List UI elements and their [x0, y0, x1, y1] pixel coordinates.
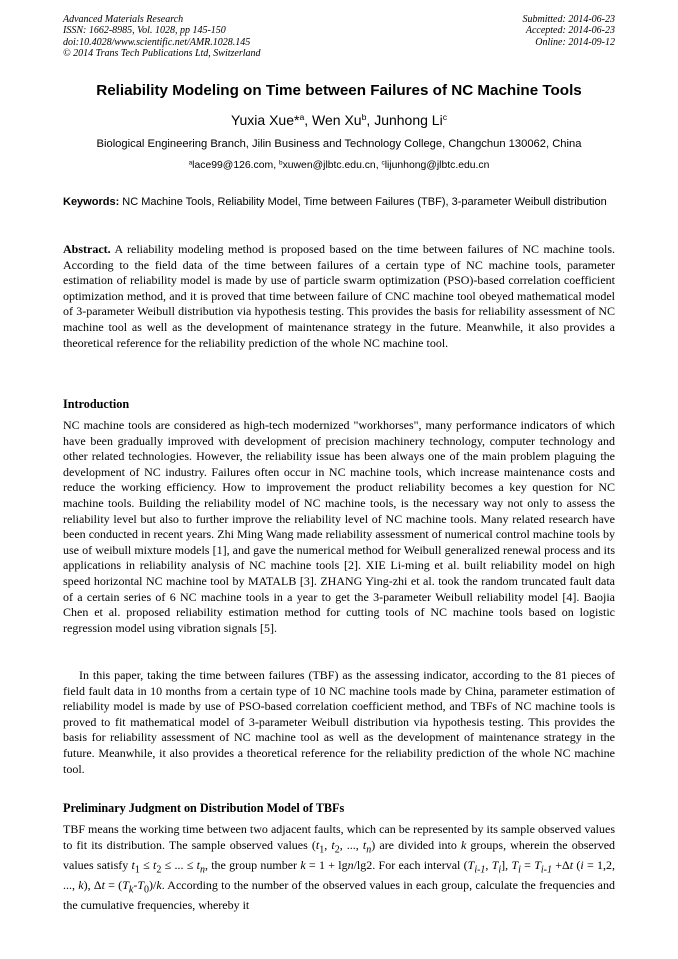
author-affil-mark: c [442, 112, 448, 123]
intro-paragraph-2: In this paper, taking the time between failures (TBF) as the assessing indicator, according to the 81 pieces of field fault data in 10 months from a certain type of 10 NC machine tools made by China, parameter estimation of reliability model is made by use of PSO-based correlation coefficient method, and TBFs of NC machine tools is proved to fit mathematical model of 3-parameter Weibull distribution via hypothesis testing. This provides the basis for reliability assessment of NC machine tool as well as the development of maintenance strategy in the future. Meanwhile, it also provides a theoretical reference for the reliability prediction of the whole NC machine tool. [63, 668, 615, 776]
author-affil-mark: a [299, 112, 305, 123]
math-var: k [156, 877, 162, 892]
math-var: T [511, 857, 519, 872]
text-run: = 1 + lg [305, 857, 348, 872]
math-var: t [362, 837, 367, 852]
text-run: = [520, 857, 535, 872]
text-run: , the group number [204, 857, 301, 872]
math-op: ≤ ... ≤ [161, 857, 197, 872]
paper-title: Reliability Modeling on Time between Failures of NC Machine Tools [96, 82, 582, 99]
math-var: t [131, 857, 135, 872]
math-sub: i [518, 863, 521, 875]
math-sub: 1 [319, 843, 325, 855]
online-date: Online: 2014-09-12 [535, 36, 615, 48]
keywords-text: NC Machine Tools, Reliability Model, Time between Failures (TBF), 3-parameter Weibull distribution [119, 196, 607, 208]
author-name: Yuxia Xue* [230, 112, 300, 128]
math-var: t [101, 877, 105, 892]
submitted-date: Submitted: 2014-06-23 [522, 14, 615, 25]
abstract-label: Abstract. [63, 242, 111, 256]
keywords [63, 195, 615, 210]
author-affil-mark: b [361, 112, 367, 123]
math-sub: i [498, 863, 502, 875]
journal-name: Advanced Materials Research [63, 14, 184, 25]
math-sub: i-1 [540, 863, 553, 875]
math-sub: n [199, 863, 205, 875]
email-link: lace99@126.com, [192, 160, 279, 171]
math-sub: n [366, 843, 372, 855]
email-link: lijunhong@jlbtc.edu.cn [384, 160, 490, 171]
math-var: T [534, 857, 541, 872]
math-var: t [153, 857, 157, 872]
email-mark: b [278, 159, 283, 167]
text-run: , [324, 837, 332, 852]
math-var: k [78, 877, 84, 892]
text-run: TBF means the working time between two adjacent faults, which can be represented by its sample observed values to fit its distribution. The sample observed values ( [63, 822, 615, 852]
section-heading-introduction: Introduction [63, 397, 130, 411]
keywords-label: Keywords: [63, 196, 120, 208]
math-var: n [347, 857, 354, 872]
math-sub: i-1 [474, 863, 486, 875]
intro-paragraph-1: NC machine tools are considered as high-tech modernized "workhorses", many performance indicators of which have been gradually improved with development of precision machinery technology, computer technology and other related technologies. However, the reliability issue has been always one of the main problem plaguing the development of NC industry. Failures often occur in NC machine tools, which increase maintenance costs and reduce the working efficiency. How to improvement the product reliability becomes a key question for NC machine tools. Building the reliability model of NC machine tools, is the necessary way not only to assess the reliability level but also to further improve the reliability level of NC machine tools. Many related research have been conducted in recent years. Zhi Ming Wang made reliability assessment of numerical control machine tools by use of weibull mixture models [1], and gave the numerical method for Weibull generalized renewal process and its applications in reliability analysis of NC machine tools [2]. XIE Li-ming et al. built reliability model on high speed horizontal NC machine tool by MATALB [3]. ZHANG Ying-zhi et al. took the random truncated fault data of a certain series of 6 NC machine tools in a year to get the 3-parameter Weibull reliability model [4]. Baojia Chen et al. proposed reliability estimation method for cutting tools of NC machine tools based on logistic regression model using vibration signals [5]. [63, 418, 615, 635]
email-mark: a [188, 159, 193, 167]
email-mark: c [381, 159, 385, 167]
text-run: )/ [149, 877, 157, 892]
author-name: Junhong Li [374, 112, 443, 128]
text-run: . According to the number of the observed values in each group, calculate the frequencies and the cumulative frequencies, whereby it [63, 877, 616, 912]
text-run: = ( [104, 877, 123, 892]
copyright-line: © 2014 Trans Tech Publications Ltd, Switzerland [63, 47, 261, 59]
text-run: ), Δ [83, 877, 102, 892]
math-var: i [580, 857, 584, 872]
text-run: = 1,2, ..., [63, 857, 616, 892]
math-var: T [122, 877, 129, 892]
author-separator: , [304, 112, 313, 128]
math-sub: 1 [134, 863, 140, 875]
math-var: T [491, 857, 499, 872]
math-var: t [331, 837, 335, 852]
text-run: /lg2. For each interval ( [353, 857, 468, 872]
text-run: ) are divided into [371, 837, 461, 852]
math-sub: k [128, 883, 134, 895]
journal-info [63, 14, 261, 59]
text-run: ], [501, 857, 512, 872]
preliminary-paragraph [63, 822, 615, 913]
text-run: groups, wherein the observed values satisfy [63, 837, 616, 872]
abstract [63, 242, 615, 351]
math-sub: 2 [334, 843, 340, 855]
text-run: ( [573, 857, 581, 872]
math-var: T [467, 857, 475, 872]
math-var: t [315, 837, 320, 852]
section-heading-preliminary: Preliminary Judgment on Distribution Model of TBFs [63, 801, 345, 815]
affiliation: Biological Engineering Branch, Jilin Business and Technology College, Changchun 130062, China [96, 138, 582, 150]
math-var: k [300, 857, 306, 872]
math-var: k [460, 837, 467, 852]
math-var: T [137, 877, 145, 892]
abstract-text: A reliability modeling method is proposed based on the time between failures of NC machine tools. According to the field data of the time between failures of a certain type of NC machine tools, parameter estimation of reliability model is made by use of particle swarm optimization (PSO)-based correlation coefficient optimization method, and it is proved that time between failure of CNC machine tool obeyed mathematical model of 3-parameter Weibull distribution via hypothesis testing. This provides the basis for reliability assessment of NC machine tool as well as the development of maintenance strategy in the future. Meanwhile, it also provides a theoretical reference for the reliability prediction of the whole NC machine tool. [63, 242, 615, 350]
text-run: +Δ [552, 857, 570, 872]
issn-line: ISSN: 1662-8985, Vol. 1028, pp 145-150 [63, 25, 226, 37]
text-run: , [485, 857, 492, 872]
author-list [40, 112, 638, 128]
doi-line: doi:10.4028/www.scientific.net/AMR.1028.145 [63, 36, 251, 48]
author-separator: , [366, 112, 375, 128]
author-name: Wen Xu [312, 112, 362, 128]
math-sub: 0 [144, 883, 150, 895]
text-run: , ..., [339, 837, 363, 852]
math-var: t [196, 857, 200, 872]
email-link: xuwen@jlbtc.edu.cn, [282, 160, 382, 171]
math-var: t [569, 857, 574, 872]
author-emails [40, 160, 638, 171]
math-sub: 2 [156, 863, 162, 875]
submission-dates [523, 14, 616, 48]
text-run: - [133, 877, 138, 892]
accepted-date: Accepted: 2014-06-23 [525, 25, 615, 37]
math-op: ≤ [139, 857, 153, 872]
